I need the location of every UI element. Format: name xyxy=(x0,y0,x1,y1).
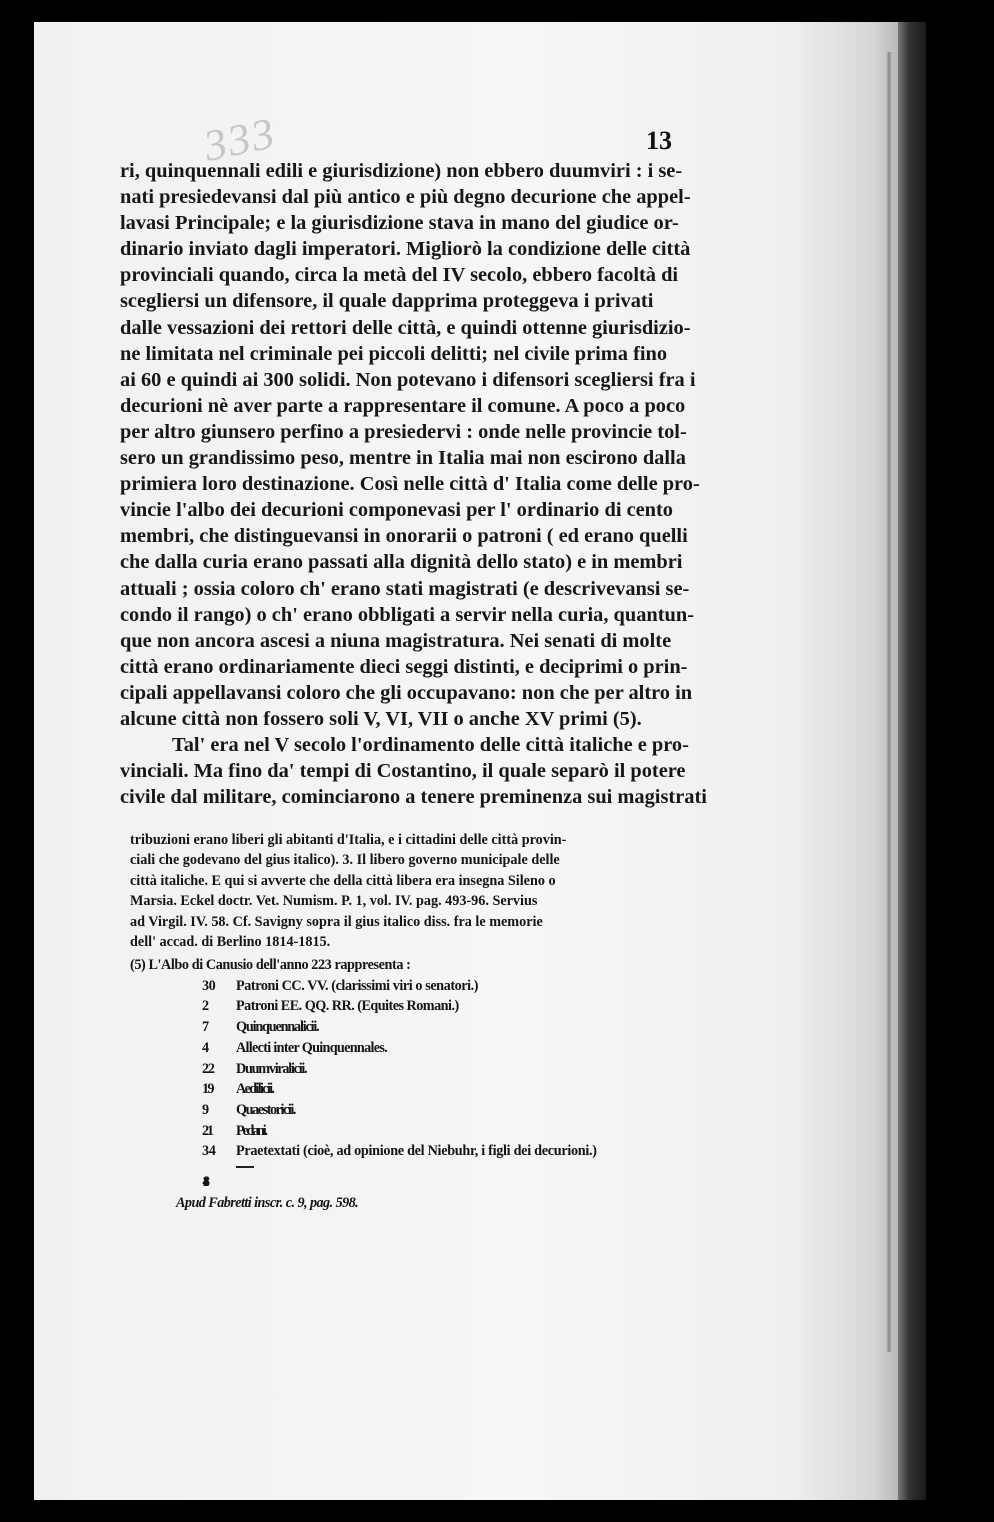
album-item xyxy=(130,976,770,997)
text-line: provinciali quando, circa la metà del IV secolo, ebbero facoltà di xyxy=(120,264,679,287)
page-edge-shadow xyxy=(898,22,926,1500)
album-label: Duumviralicii. xyxy=(236,1060,307,1077)
text-line: ne limitata nel criminale pei piccoli delitti; nel civile prima fino xyxy=(120,342,668,365)
album-count: 19 xyxy=(202,1081,213,1098)
album-total: 148 xyxy=(202,1174,204,1191)
album-item xyxy=(130,1100,770,1121)
album-item xyxy=(130,1079,770,1100)
document-page xyxy=(34,22,926,1500)
footnote-line: ad Virgil. IV. 58. Cf. Savigny sopra il gius italico diss. fra le memorie xyxy=(130,913,543,930)
text-line: nati presiedevansi dal più antico e più degno decurione che appel- xyxy=(120,186,691,209)
text-line: membri, che distinguevansi in onorarii o patroni ( ed erano quelli xyxy=(120,525,688,548)
album-item xyxy=(130,1059,770,1080)
text-line: alcune città non fossero soli V, VI, VII o anche XV primi (5). xyxy=(120,707,642,730)
text-line: lavasi Principale; e la giurisdizione stava in mano del giudice or- xyxy=(120,212,679,235)
pencil-mark: 333 xyxy=(199,108,281,171)
album-label: Patroni CC. VV. (clarissimi viri o senatori.) xyxy=(236,977,479,994)
text-line: dalle vessazioni dei rettori delle città, e quindi ottenne giurisdizio- xyxy=(120,316,691,339)
album-item xyxy=(130,1017,770,1038)
album-item xyxy=(130,1038,770,1059)
album-count: 34 xyxy=(202,1143,216,1160)
album-item xyxy=(130,1121,770,1142)
album-label: Allecti inter Quinquennales. xyxy=(236,1039,388,1056)
album-label: Patroni EE. QQ. RR. (Equites Romani.) xyxy=(236,998,459,1015)
album-count: 2 xyxy=(202,998,209,1015)
album-count: 7 xyxy=(202,1019,208,1036)
page-fold-shadow xyxy=(886,52,892,1352)
album-label: Praetextati (cioè, ad opinione del Niebuhr, i figli dei decurioni.) xyxy=(236,1143,597,1160)
text-line: città erano ordinariamente dieci seggi distinti, e deciprimi o prin- xyxy=(120,655,688,678)
album-list xyxy=(130,955,770,1213)
text-line: scegliersi un difensore, il quale dapprima proteggeva i privati xyxy=(120,290,654,313)
text-line: dinario inviato dagli imperatori. Migliorò la condizione delle città xyxy=(120,238,691,261)
album-source: Apud Fabretti inscr. c. 9, pag. 598. xyxy=(176,1194,359,1211)
album-label: Aedilicii. xyxy=(236,1081,274,1098)
text-line: vincie l'albo dei decurioni componevasi per l' ordinario di cento xyxy=(120,499,674,522)
text-line: civile dal militare, cominciarono a tenere preminenza sui magistrati xyxy=(120,786,707,809)
album-count: 9 xyxy=(202,1101,208,1118)
text-line: primiera loro destinazione. Così nelle città d' Italia come delle pro- xyxy=(120,473,700,496)
main-text xyxy=(120,158,740,810)
text-line: che dalla curia erano passati alla dignità dello stato) e in membri xyxy=(120,551,683,574)
text-line: attuali ; ossia coloro ch' erano stati magistrati (e descrivevansi se- xyxy=(120,577,690,600)
text-line: decurioni nè aver parte a rappresentare il comune. A poco a poco xyxy=(120,394,686,417)
text-line: que non ancora ascesi a niuna magistratura. Nei senati di molte xyxy=(120,629,672,652)
text-line: per altro giunsero perfino a presiedervi : onde nelle provincie tol- xyxy=(120,420,687,443)
album-count: 22 xyxy=(202,1060,214,1077)
text-line: vinciali. Ma fino da' tempi di Costantino, il quale separò il potere xyxy=(120,760,686,783)
footnote-line: ciali che godevano del gius italico). 3. Il libero governo municipale delle xyxy=(130,852,560,869)
album-heading: (5) L'Albo di Canusio dell'anno 223 rappresenta : xyxy=(130,957,411,973)
album-count: 21 xyxy=(202,1122,212,1139)
text-line: ri, quinquennali edili e giurisdizione) non ebbero duumviri : i se- xyxy=(120,160,683,182)
album-count: 30 xyxy=(202,977,216,994)
text-line: cipali appellavansi coloro che gli occupavano: non che per altro in xyxy=(120,681,693,704)
text-line: sero un grandissimo peso, mentre in Italia mai non escirono dalla xyxy=(120,447,686,470)
text-line: ai 60 e quindi ai 300 solidi. Non potevano i difensori scegliersi fra i xyxy=(120,368,696,391)
total-rule xyxy=(236,1166,254,1168)
footnotes xyxy=(130,830,740,952)
page-number: 13 xyxy=(646,126,672,155)
album-label: Quinquennalicii. xyxy=(236,1019,319,1036)
text-line: condo il rango) o ch' erano obbligati a servir nella curia, quantun- xyxy=(120,603,694,626)
album-item xyxy=(130,1141,770,1162)
album-label: Pedani. xyxy=(236,1122,266,1139)
album-item xyxy=(130,996,770,1017)
album-label: Quaestoricii. xyxy=(236,1101,296,1118)
paragraph-start-line: Tal' era nel V secolo l'ordinamento delle città italiche e pro- xyxy=(172,734,689,757)
album-count: 4 xyxy=(202,1039,209,1056)
footnote-line: città italiche. E qui si avverte che della città libera era insegna Sileno o xyxy=(130,872,556,889)
footnote-line: Marsia. Eckel doctr. Vet. Numism. P. 1, vol. IV. pag. 493-96. Servius xyxy=(130,893,538,910)
footnote-line: tribuzioni erano liberi gli abitanti d'Italia, e i cittadini delle città provin- xyxy=(130,832,567,848)
footnote-line: dell' accad. di Berlino 1814-1815. xyxy=(130,934,331,951)
